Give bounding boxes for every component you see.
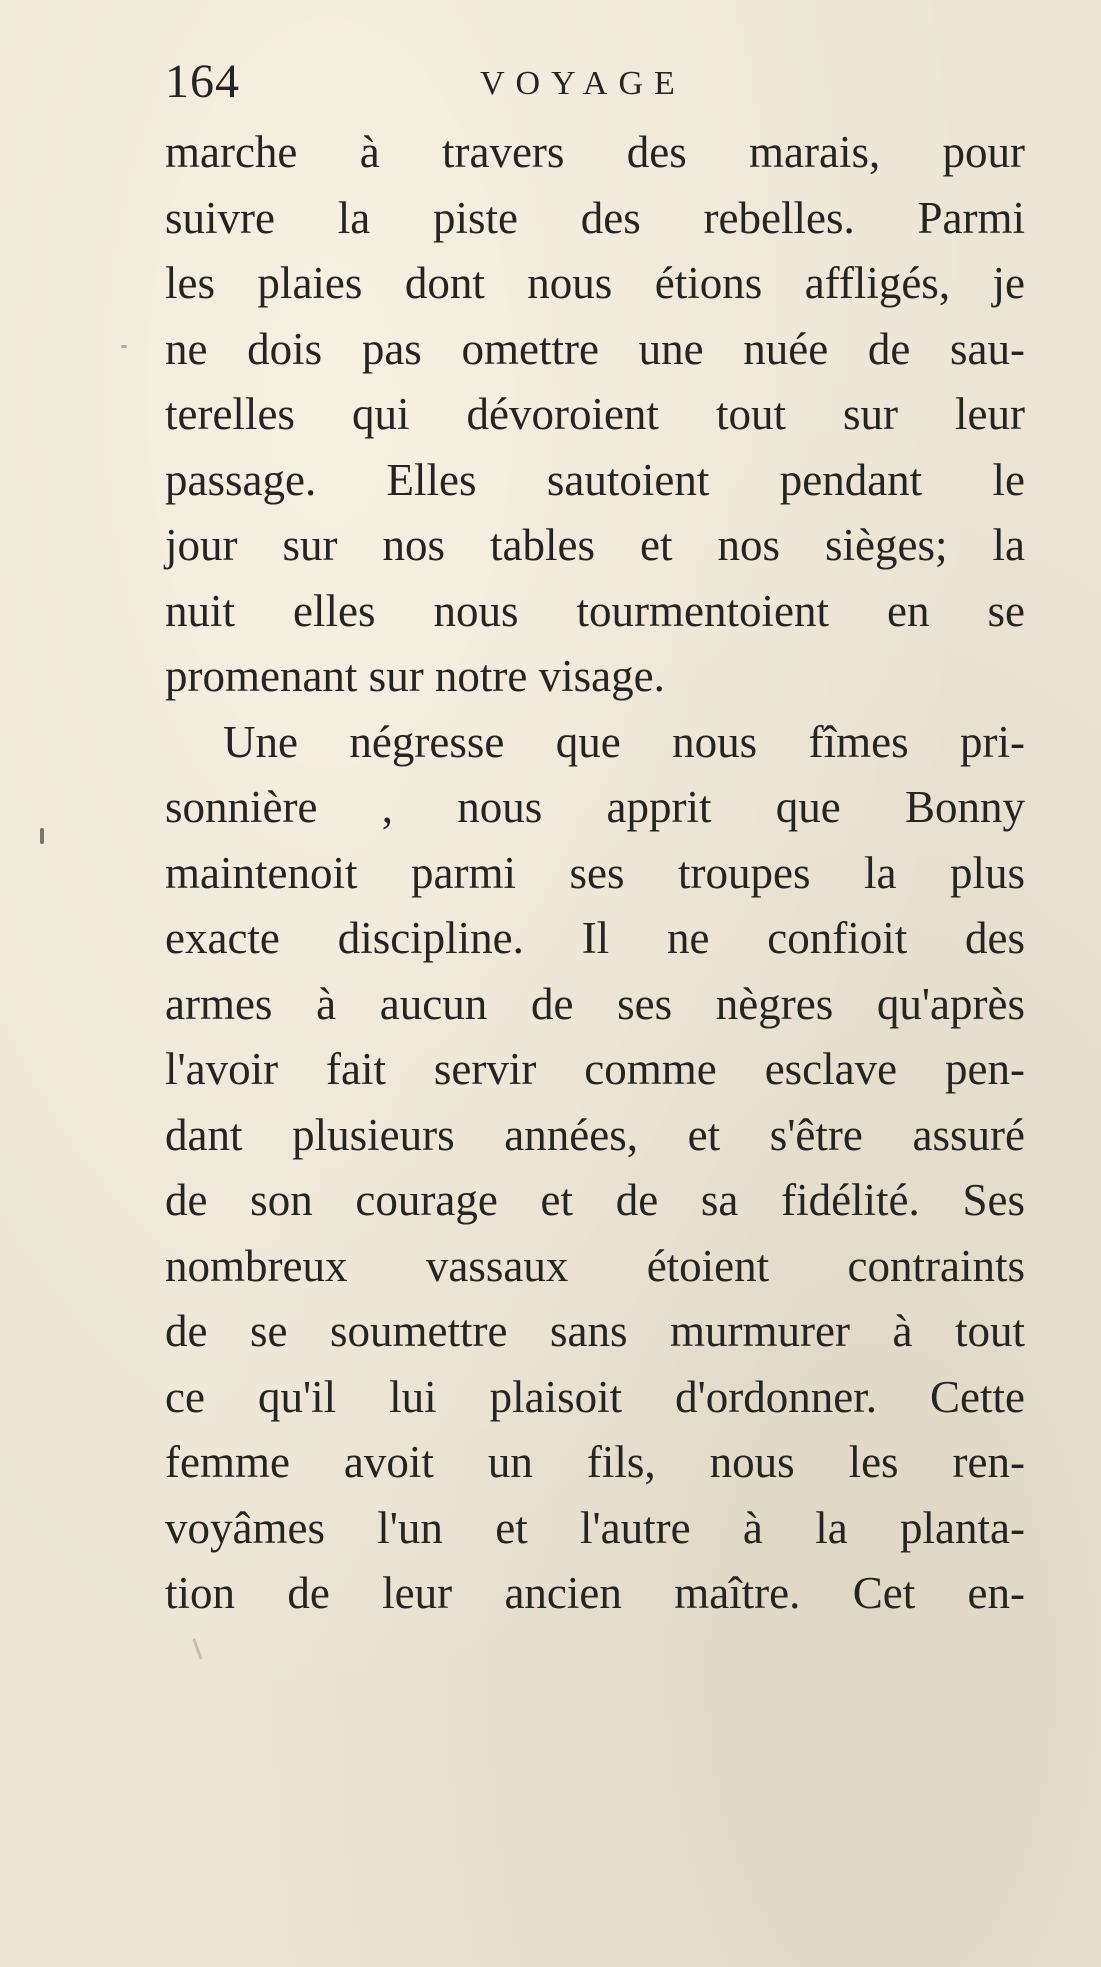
text-line: femme avoit un fils, nous les ren- bbox=[165, 1437, 1025, 1487]
text-line: les plaies dont nous étions affligés, je bbox=[165, 258, 1025, 308]
text-line: sonnière , nous apprit que Bonny bbox=[165, 782, 1025, 832]
text-line: l'avoir fait servir comme esclave pen- bbox=[165, 1044, 1025, 1094]
text-line: passage. Elles sautoient pendant le bbox=[165, 454, 1025, 505]
text-line: de son courage et de sa fidélité. Ses bbox=[165, 1175, 1025, 1225]
paragraph-start-line: Une négresse que nous fîmes pri- bbox=[223, 716, 1025, 767]
body-text bbox=[165, 120, 1025, 1627]
paragraph-end-line: promenant sur notre visage. bbox=[165, 651, 665, 701]
margin-speck bbox=[40, 828, 44, 844]
text-line: de se soumettre sans murmurer à tout bbox=[165, 1306, 1025, 1356]
text-line: exacte discipline. Il ne confioit des bbox=[165, 913, 1025, 963]
text-line: nuit elles nous tourmentoient en se bbox=[165, 585, 1025, 636]
page-number: 164 bbox=[165, 55, 240, 108]
text-line: ne dois pas omettre une nuée de sau- bbox=[165, 323, 1025, 374]
text-line: terelles qui dévoroient tout sur leur bbox=[165, 389, 1025, 439]
text-line: maintenoit parmi ses troupes la plus bbox=[165, 847, 1025, 898]
text-line: armes à aucun de ses nègres qu'après bbox=[165, 978, 1025, 1029]
text-line: nombreux vassaux étoient contraints bbox=[165, 1240, 1025, 1291]
text-line: jour sur nos tables et nos sièges; la bbox=[165, 520, 1025, 570]
text-line: dant plusieurs années, et s'être assuré bbox=[165, 1109, 1025, 1160]
paper-speck bbox=[192, 1638, 202, 1660]
running-title: VOYAGE bbox=[480, 65, 686, 102]
text-line: marche à travers des marais, pour bbox=[165, 127, 1025, 177]
running-head bbox=[165, 52, 1025, 112]
text-line: suivre la piste des rebelles. Parmi bbox=[165, 192, 1025, 243]
text-line: tion de leur ancien maître. Cet en- bbox=[165, 1568, 1025, 1618]
text-line: ce qu'il lui plaisoit d'ordonner. Cette bbox=[165, 1371, 1025, 1422]
margin-speck bbox=[121, 345, 127, 348]
text-line: voyâmes l'un et l'autre à la planta- bbox=[165, 1502, 1025, 1553]
